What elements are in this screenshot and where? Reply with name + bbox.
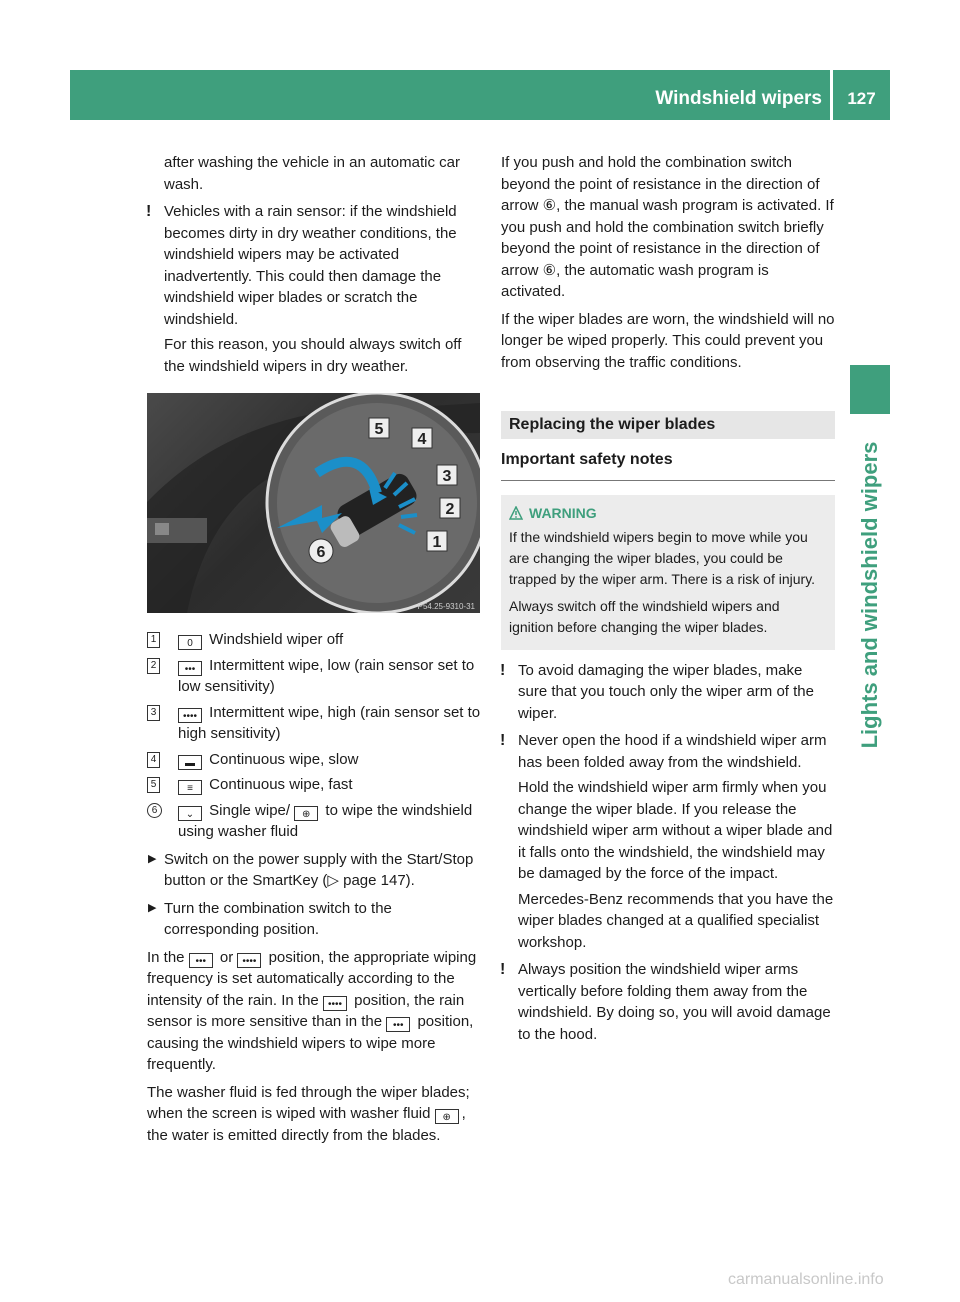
paragraph: If the wiper blades are worn, the windshield will no longer be wiped properly. This could prevent you from observing the traffic conditions. xyxy=(501,310,835,371)
right-column xyxy=(501,152,835,1051)
instruction-step xyxy=(147,849,482,892)
legend-number: 4 xyxy=(147,752,160,768)
legend-text: Windshield wiper off xyxy=(209,631,344,648)
legend-item xyxy=(147,629,482,651)
caution-text: Mercedes-Benz recommends that you have the wiper blades changed at a qualified specialist workshop. xyxy=(518,890,834,951)
side-tab-label: Lights and windshield wipers xyxy=(857,441,882,749)
watermark: carmanualsonline.info xyxy=(728,1271,884,1288)
paragraph: In the ••• or •••• position, the appropriate wiping frequency is set automatically according to the intensity of the rain. In the •••• position, the rain sensor is more sensitive than in the ••• position, causing the windshield wipers to wipe more frequently. xyxy=(147,948,477,1073)
paragraph: The washer fluid is fed through the wiper blades; when the screen is wiped with washer fluid ⊕ , the water is emitted directly from the blades. xyxy=(147,1083,470,1144)
intermittent-low-icon: ••• xyxy=(178,661,202,676)
step-arrow-icon: ▶ xyxy=(148,901,157,914)
caution-icon: ! xyxy=(146,203,152,220)
legend-number: 2 xyxy=(147,658,160,674)
callout-3: 3 xyxy=(442,468,452,485)
side-tab xyxy=(850,425,890,765)
step-text: Turn the combination switch to the corresponding position. xyxy=(164,899,392,938)
page-number: 127 xyxy=(847,89,876,108)
header-section-title: Windshield wipers xyxy=(655,88,822,109)
intermittent-high-icon: •••• xyxy=(178,708,202,723)
single-wipe-icon: ⌄ xyxy=(178,806,202,821)
caution-text: Hold the windshield wiper arm firmly when you change the wiper blade. If you release the windshield wiper arm without a wiper blade and it falls onto the windshield, the windshield may be damaged by the force of the impact. xyxy=(518,779,833,882)
caution-icon: ! xyxy=(500,732,506,749)
intermittent-high-icon: •••• xyxy=(237,953,261,968)
figure-illustration xyxy=(147,393,480,613)
legend-number: 1 xyxy=(147,632,160,648)
intermittent-high-icon: •••• xyxy=(323,996,347,1011)
warning-box xyxy=(501,495,835,650)
legend-list xyxy=(147,629,482,843)
left-column xyxy=(147,152,482,1152)
legend-item xyxy=(147,749,482,771)
caution-note xyxy=(501,660,835,725)
washer-fluid-icon: ⊕ xyxy=(435,1109,459,1124)
warning-text: If the windshield wipers begin to move while you are changing the wiper blades, you could be trapped by the wiper arm. There is a risk of injury. xyxy=(509,528,816,587)
legend-text: Intermittent wipe, high (rain sensor set to high sensitivity) xyxy=(178,703,481,742)
callout-2: 2 xyxy=(445,501,455,518)
intermittent-low-icon: ••• xyxy=(386,1017,410,1032)
legend-item xyxy=(147,702,482,745)
caution-text: To avoid damaging the wiper blades, make sure that you touch only the wiper arm of the wiper. xyxy=(518,661,814,722)
legend-text: Intermittent wipe, low (rain sensor set to low sensitivity) xyxy=(178,656,475,695)
callout-1: 1 xyxy=(432,534,442,551)
wiper-off-icon: 0 xyxy=(178,635,202,650)
legend-item xyxy=(147,800,482,843)
caution-note xyxy=(501,959,835,1045)
instruction-step xyxy=(147,898,482,941)
caution-icon: ! xyxy=(500,961,506,978)
warning-text: Always switch off the windshield wipers and ignition before changing the wiper blades. xyxy=(509,597,780,635)
callout-5: 5 xyxy=(374,421,384,438)
warning-title: WARNING xyxy=(509,503,827,524)
combination-switch-figure xyxy=(147,393,480,613)
legend-number: 3 xyxy=(147,705,160,721)
legend-text: Continuous wipe, fast xyxy=(209,776,353,793)
legend-number: 6 xyxy=(147,803,162,818)
legend-number: 5 xyxy=(147,777,160,793)
continuous-fast-icon: ≡ xyxy=(178,780,202,795)
legend-text: Single wipe/ xyxy=(209,801,291,819)
caution-text: Always position the windshield wiper arms vertically before folding them away from the windshield. By doing so, you will avoid damage to the hood. xyxy=(518,961,831,1043)
caution-note xyxy=(501,730,835,953)
callout-6: 6 xyxy=(316,544,326,561)
figure-code: P54.25-9310-31 xyxy=(417,602,475,611)
legend-item xyxy=(147,655,482,698)
caution-note xyxy=(147,201,482,377)
intermittent-low-icon: ••• xyxy=(189,953,213,968)
step-text: Switch on the power supply with the Start/Stop button or the SmartKey (▷ page 147). xyxy=(164,850,474,889)
legend-text: Continuous wipe, slow xyxy=(209,750,359,768)
section-heading: Replacing the wiper blades xyxy=(501,411,835,439)
caution-text-2: For this reason, you should always switch off the windshield wipers in dry weather. xyxy=(164,336,462,375)
legend-item xyxy=(147,774,482,796)
step-arrow-icon: ▶ xyxy=(148,852,157,865)
side-tab-marker xyxy=(850,365,890,414)
caution-text: Never open the hood if a windshield wiper arm has been folded away from the windshield. xyxy=(518,732,827,771)
washer-fluid-icon: ⊕ xyxy=(294,806,318,821)
subheading: Important safety notes xyxy=(501,449,835,481)
continuous-slow-icon: ▬ xyxy=(178,755,202,770)
legend-text: to wipe the windshield using washer fluid xyxy=(178,801,473,840)
warning-triangle-icon xyxy=(509,506,523,520)
caution-icon: ! xyxy=(500,661,506,679)
paragraph: If you push and hold the combination switch beyond the point of resistance in the direction of arrow ⑥, the manual wash program is activated. If you push and hold the combination switch briefly beyond the point of resistance in the direction of arrow ⑥, the automatic wash program is activated. xyxy=(501,154,834,300)
paragraph: after washing the vehicle in an automatic car wash. xyxy=(164,154,460,193)
callout-4: 4 xyxy=(417,431,427,448)
caution-text: Vehicles with a rain sensor: if the windshield becomes dirty in dry weather conditions, the windshield wipers may be activated inadvertently. This could then damage the windshield wiper blades or scratch the windshield. xyxy=(164,203,457,328)
